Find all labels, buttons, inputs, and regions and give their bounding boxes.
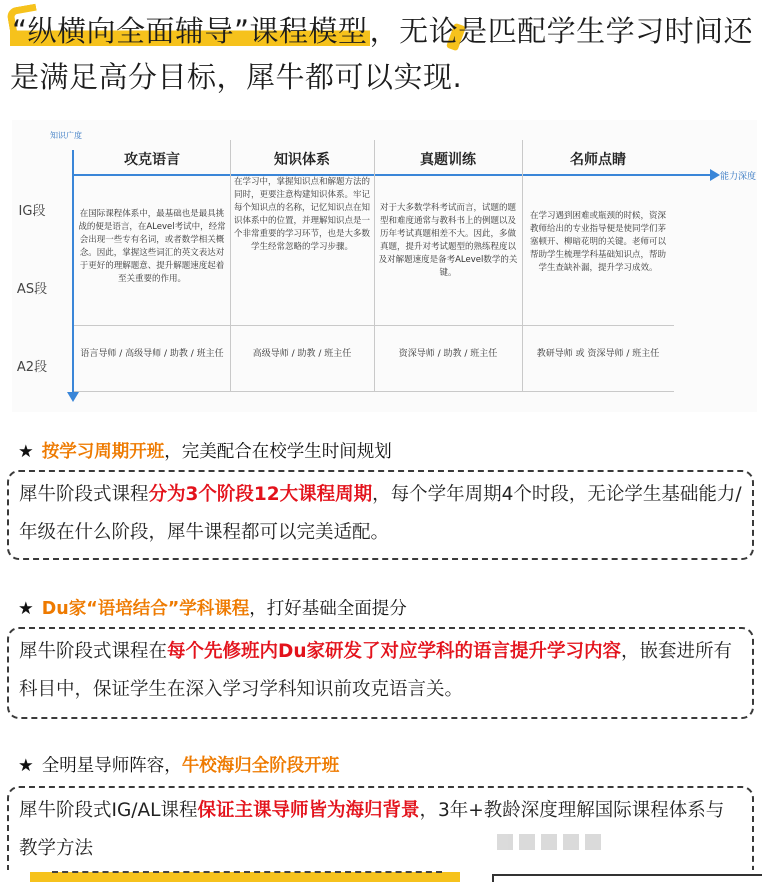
y-axis-arrow-icon: [67, 392, 79, 402]
watermark-glyph: [497, 834, 513, 850]
level-as: AS段: [16, 282, 48, 297]
feature-title-rest: ，打好基础全面提分: [249, 599, 407, 619]
feature-title-rest: ，完美配合在校学生时间规划: [164, 442, 392, 462]
feature-body-pre: 犀牛阶段式课程在: [19, 641, 168, 662]
feature-body-pre: 犀牛阶段式IG/AL课程: [19, 800, 198, 821]
column-desc-master-guidance: 在学习遇到困难或瓶颈的时候，资深教师给出的专业指导便是使同学们茅塞顿开、柳暗花明的关键。老师可以帮助学生梳理学科基础知识点，帮助学生查缺补漏，提升学习成效。: [529, 211, 666, 273]
star-icon: ★: [18, 599, 34, 619]
course-model-matrix: [12, 120, 757, 412]
column-staff-past-papers: 资深导师 / 助教 / 班主任: [398, 349, 498, 359]
axis-label-knowledge-breadth: 知识广度: [50, 131, 82, 140]
column-staff-language: 语言导师 / 高级导师 / 助教 / 班主任: [80, 349, 224, 359]
feature-title-accent: 牛校海归全阶段开班: [181, 756, 340, 776]
column-title-knowledge-system: 知识体系: [274, 152, 330, 168]
column-title-master-guidance: 名师点睛: [570, 152, 626, 168]
decorative-box-corner: [492, 874, 762, 882]
feature-title-language-subject: [18, 597, 407, 621]
feature-title-accent: Du家“语培结合”学科课程: [41, 599, 250, 619]
level-a2: A2段: [16, 360, 48, 375]
decorative-dashed-line: [52, 871, 442, 873]
watermark-glyph: [541, 834, 557, 850]
feature-box-language-subject: [7, 627, 754, 719]
star-icon: ★: [18, 442, 34, 462]
column-staff-master-guidance: 教研导师 或 资深导师 / 班主任: [536, 349, 660, 359]
watermark-glyph: [563, 834, 579, 850]
headline-highlight: “纵横向全面辅导”课程模型: [12, 14, 368, 48]
feature-body-post: ，3年+教龄深度理解国际课程体系与教学方法: [19, 800, 725, 859]
feature-body-post: ，每个学年周期4个时段，无论学生基础能力/年级在什么阶段，犀牛课程都可以完美适配。: [19, 484, 742, 543]
column-desc-language: 在国际课程体系中，最基础也是最具挑战的便是语言，在ALevel考试中，经常会出现一些专有名词，或者数学相关概念。因此，掌握这些词汇的英文表达对于更好的理解题意、提升解题速度起着至关重要的作用。: [78, 209, 226, 284]
column-desc-knowledge-system: 在学习中，掌握知识点和解题方法的同时，更要注意构建知识体系。牢记每个知识点的名称，记忆知识点在知识体系中的位置，并理解知识点是一个非常重要的学习环节，也是大多数学生经常忽略的学习步骤。: [234, 177, 371, 252]
watermark-glyph: [519, 834, 535, 850]
feature-body-accent: 保证主课导师皆为海归背景: [197, 800, 420, 821]
star-icon: ★: [18, 756, 34, 776]
feature-body-pre: 犀牛阶段式课程: [19, 484, 149, 505]
feature-title-mentors: [18, 754, 339, 778]
feature-title-study-cycle: [18, 440, 392, 464]
column-desc-past-papers: 对于大多数学科考试而言，试题的题型和难度通常与教科书上的例题以及历年考试真题相差不大。因此，多做真题，提升对考试题型的熟练程度以及对解题速度是备考ALevel数学的关键。: [378, 203, 518, 278]
grid-divider: [74, 391, 674, 392]
watermark: [497, 822, 752, 862]
feature-title-pre: 全明星导师阵容，: [41, 756, 182, 776]
feature-body-accent: 分为3个阶段12大课程周期: [148, 484, 373, 505]
headline: [10, 8, 760, 100]
feature-body-post: ，嵌套进所有科目中，保证学生在深入学习学科知识前攻克语言关。: [19, 641, 733, 700]
feature-box-study-cycle: [7, 470, 754, 560]
column-staff-knowledge-system: 高级导师 / 助教 / 班主任: [252, 349, 352, 359]
column-title-language: 攻克语言: [124, 152, 180, 168]
column-title-past-papers: 真题训练: [420, 152, 476, 168]
headline-rest: ，无论是匹配学生学习时间还是满足高分目标，犀牛都可以实现.: [10, 14, 754, 94]
axis-label-ability-depth: 能力深度: [720, 172, 757, 182]
grid-divider: [74, 325, 674, 326]
x-axis-line: [72, 174, 712, 176]
watermark-glyph: [585, 834, 601, 850]
feature-body-accent: 每个先修班内Du家研发了对应学科的语言提升学习内容: [167, 641, 622, 662]
level-ig: IG段: [18, 204, 46, 219]
feature-title-accent: 按学习周期开班: [41, 442, 165, 462]
x-axis-arrow-icon: [710, 169, 720, 181]
